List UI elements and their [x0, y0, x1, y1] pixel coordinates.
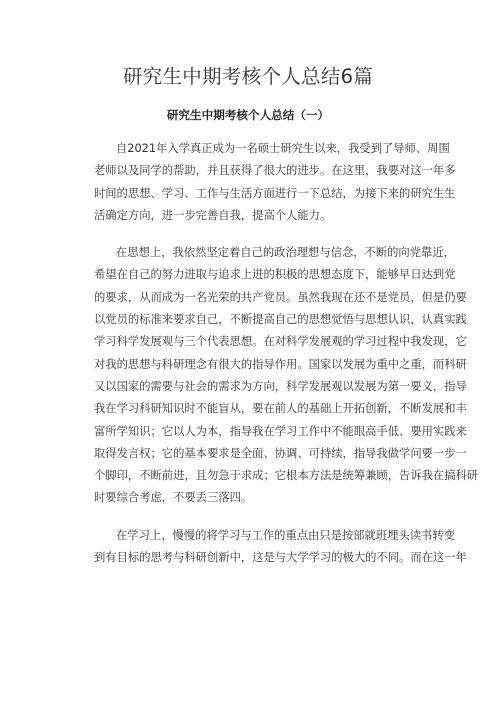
text-line: 以党员的标准来要求自己，不断提高自己的思想觉悟与思想认识，认真实践 — [94, 313, 467, 327]
text-line: 富所学知识；它以人为本，指导我在学习工作中不能眼高手低、要用实践来 — [94, 424, 467, 438]
text-line: 个脚印，不断前进，且勿急于求成；它根本方法是统筹兼顾，告诉我在搞科研 — [94, 469, 479, 483]
text-line: 自2021年入学真正成为一名硕士研究生以来，我受到了导师、周围 — [116, 142, 450, 155]
document-title: 研究生中期考核个人总结6篇 — [122, 65, 374, 88]
text-line: 我在学习科研知识时不能盲从，要在前人的基础上开拓创新，不断发展和丰 — [94, 402, 467, 416]
text-line: 时间的思想、学习、工作与生活方面进行一下总结，为接下来的研究生生 — [94, 186, 456, 200]
text-line: 老师以及同学的帮助，并且获得了很大的进步。在这里，我要对这一年多 — [94, 164, 456, 178]
text-line: 在学习上，慢慢的将学习与工作的重点由只是按部就班埋头读书转变 — [116, 528, 455, 542]
text-line: 活确定方向，进一步完善自我，提高个人能力。 — [94, 208, 332, 222]
paragraph-study — [94, 525, 467, 570]
text-line: 取得发言权；它的基本要求是全面、协调、可持续，指导我做学问要一步一 — [94, 446, 467, 460]
text-line: 的要求，从而成为一名光荣的共产党员。虽然我现在还不是党员，但是仍要 — [94, 290, 467, 304]
paragraph-thought — [94, 242, 479, 510]
text-line: 又以国家的需要与社会的需求为方向，科学发展观以发展为第一要义，指导 — [94, 379, 467, 393]
text-line: 希望在自己的努力进取与追求上进的积极的思想态度下，能够早日达到党 — [94, 268, 456, 282]
text-line: 学习科学发展观与三个代表思想。在对科学发展观的学习过程中我发现，它 — [94, 335, 467, 349]
paragraph-intro — [94, 138, 456, 227]
text-line: 时要综合考虑，不要丢三落四。 — [94, 491, 253, 505]
text-line: 到有目标的思考与科研创新中，这是与大学学习的极大的不同。而在这一年 — [94, 551, 467, 565]
text-line: 在思想上，我依然坚定着自己的政治理想与信念，不断的向党靠近， — [116, 246, 455, 260]
section-heading: 研究生中期考核个人总结（一） — [166, 108, 330, 122]
text-line: 对我的思想与科研理念有很大的指导作用。国家以发展为重中之重，而科研 — [94, 357, 467, 371]
document-body — [94, 138, 479, 584]
